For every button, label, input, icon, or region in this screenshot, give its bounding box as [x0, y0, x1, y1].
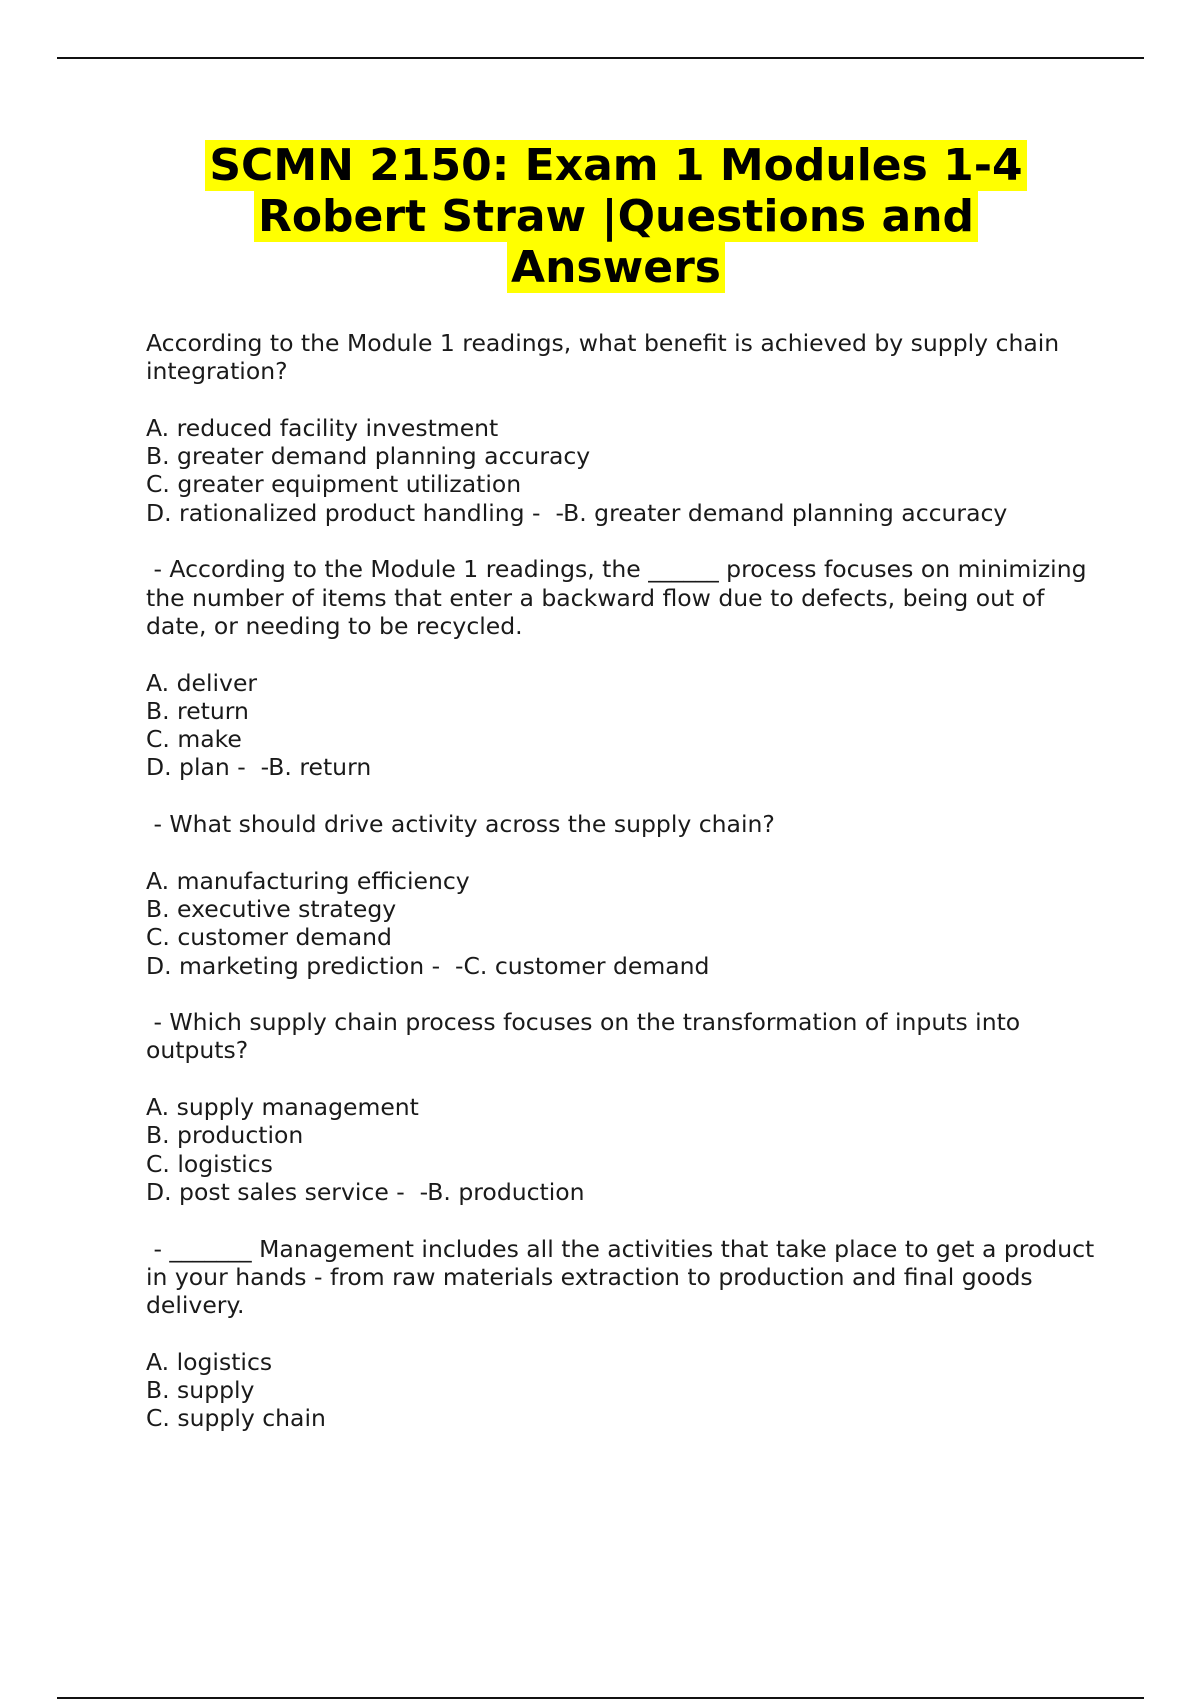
top-rule: [57, 57, 1144, 59]
title-line-2: Robert Straw |Questions and: [254, 191, 978, 242]
question-text: - According to the Module 1 readings, the ______ process focuses on minimizing the number of items that enter a backward flow due to defects, being out of date, or needing to be recycled.: [146, 555, 1095, 640]
option-d-with-answer: D. plan - -B. return: [146, 753, 372, 782]
option-c: C. supply chain: [146, 1404, 326, 1433]
option-d-with-answer: D. rationalized product handling - -B. greater demand planning accuracy: [146, 498, 1008, 527]
option-c: C. logistics: [146, 1149, 273, 1178]
option-b: B. supply: [146, 1375, 255, 1404]
question-5: [146, 1235, 1106, 1433]
option-c: C. greater equipment utilization: [146, 470, 522, 499]
question-text: According to the Module 1 readings, what benefit is achieved by supply chain integration?: [146, 329, 1067, 386]
option-a: A. reduced facility investment: [146, 413, 499, 442]
question-2: [146, 555, 1106, 781]
document-title: [120, 140, 1112, 293]
option-b: B. production: [146, 1121, 304, 1150]
option-d-with-answer: D. post sales service - -B. production: [146, 1177, 585, 1206]
option-a: A. supply management: [146, 1093, 419, 1122]
title-line-1: SCMN 2150: Exam 1 Modules 1-4: [205, 140, 1026, 191]
option-a: A. deliver: [146, 668, 258, 697]
question-text: - What should drive activity across the supply chain?: [146, 810, 775, 839]
title-line-3: Answers: [507, 242, 725, 293]
question-text: - Which supply chain process focuses on the transformation of inputs into outputs?: [146, 1008, 1028, 1065]
option-a: A. manufacturing efficiency: [146, 866, 470, 895]
option-c: C. customer demand: [146, 923, 392, 952]
question-1: [146, 329, 1106, 527]
bottom-rule: [57, 1697, 1144, 1699]
question-text: - _______ Management includes all the activities that take place to get a product in your hands - from raw materials extraction to production and final goods delivery.: [146, 1234, 1102, 1320]
option-b: B. greater demand planning accuracy: [146, 442, 591, 471]
option-c: C. make: [146, 725, 242, 754]
option-b: B. return: [146, 696, 249, 725]
option-a: A. logistics: [146, 1347, 273, 1376]
option-d-with-answer: D. marketing prediction - -C. customer demand: [146, 951, 710, 980]
option-b: B. executive strategy: [146, 894, 397, 923]
question-list: [146, 329, 1106, 1433]
question-4: [146, 1008, 1106, 1206]
question-3: [146, 810, 1106, 980]
